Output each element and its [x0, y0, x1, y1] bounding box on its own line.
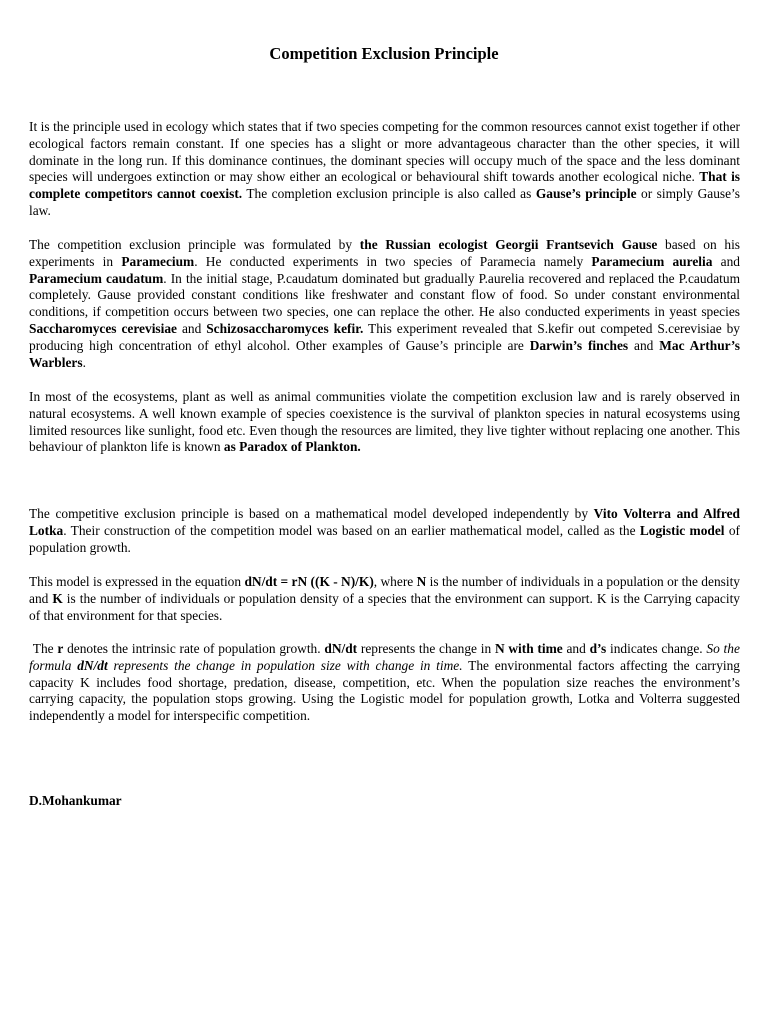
bold-text: Vito Volterra and Alfred Lotka — [29, 506, 740, 538]
paragraph-definition — [29, 119, 740, 220]
bold-text: the Russian ecologist Georgii Frantsevich Gause — [359, 237, 658, 252]
paragraph-equation — [29, 574, 740, 624]
bold-text: Paramecium — [121, 253, 195, 269]
bold-text: as Paradox of Plankton. — [223, 439, 361, 455]
text: and — [181, 320, 202, 336]
text: The completion exclusion principle is also called as — [246, 186, 532, 202]
page-title: Competition Exclusion Principle — [269, 44, 499, 63]
bold-text: dN/dt — [324, 641, 358, 656]
text: The — [32, 641, 54, 656]
bold-text: K — [52, 590, 63, 606]
bold-text: Paramecium aurelia — [591, 253, 713, 269]
text: This model is expressed in the equation — [29, 574, 242, 589]
paragraph-gause-experiments — [29, 237, 740, 371]
text: . — [82, 354, 86, 370]
bold-text: N — [416, 574, 427, 589]
bold-text: Darwin’s finches — [529, 337, 629, 353]
bold-text: Paramecium caudatum — [29, 270, 164, 286]
text: indicates change. — [609, 641, 703, 656]
paragraph-lotka-volterra — [29, 506, 740, 556]
paragraph-growth-rate — [29, 641, 740, 725]
text: and — [634, 337, 654, 353]
text: and — [720, 253, 740, 269]
text: is the number of individuals or population density of a species that the environment can support. K is the Carrying capacity of that environment for that species. — [29, 590, 740, 623]
text: , where — [373, 574, 414, 589]
bold-italic-text: dN/dt — [77, 657, 108, 673]
text: is the number of individuals in a population or the density and — [29, 574, 740, 606]
italic-text: So the formula — [29, 641, 740, 673]
bold-text: Gause’s principle — [535, 186, 637, 202]
text: This experiment revealed that S.kefir out competed S.cerevisiae by producing high concentration of ethyl alcohol. Other examples of Gause’s principle are — [29, 320, 740, 353]
paragraph-plankton — [29, 389, 740, 456]
text: In most of the ecosystems, plant as well as animal communities violate the competition exclusion law and is rarely observed in natural ecosystems. A well known example of species coexistence is the survival of plankton species in natural ecosystems using limited resources like sunlight, food etc. Even though the resources are limited, they live tighter without replacing one another. This behaviour of plankton life is known — [29, 389, 740, 455]
text: . He conducted experiments in two species of Paramecia namely — [194, 253, 584, 269]
bold-text: N with time — [494, 641, 563, 656]
bold-text: Logistic model — [639, 522, 725, 538]
text: The competition exclusion principle was formulated by — [29, 237, 353, 252]
text: based on his experiments in — [29, 237, 740, 269]
italic-text: represents the change in population size with change in time. — [113, 657, 463, 673]
text: . Their construction of the competition model was based on an earlier mathematical model, called as the — [63, 522, 636, 538]
author-name: D.Mohankumar — [29, 793, 122, 808]
text: . In the initial stage, P.caudatum dominated but gradually P.aurelia recovered and replaced the P.caudatum completely. Gause provided constant conditions like freshwater and constant flow of food. So under constant environmental conditions, if competition occurs between two species, one can replace the other. He also conducted experiments in yeast species — [29, 270, 740, 320]
bold-text: r — [57, 641, 64, 656]
equation: dN/dt = rN ((K - N)/K) — [244, 574, 374, 589]
text: It is the principle used in ecology which states that if two species competing for the common resources cannot exist together if other ecological factors remain constant. If one species has a slight or more advantageous character than the other species, it will dominate in the long run. If this dominance continues, the dominant species will occupy much of the space and the less dominant species will undergoes extinction or may show either an ecological or behavioural shift towards another ecological niche. — [29, 119, 740, 185]
bold-text: d’s — [589, 641, 607, 656]
text: The environmental factors affecting the carrying capacity K includes food shortage, predation, disease, competition, etc. When the population size reaches the environment’s carrying capacity, the population stops growing. Using the Logistic model for population growth, Lotka and Volterra suggested independently a model for interspecific competition. — [29, 657, 741, 724]
text: denotes the intrinsic rate of population growth. — [67, 641, 321, 656]
bold-text: Mac Arthur’s Warblers — [29, 337, 741, 370]
text: represents the change in — [360, 641, 492, 656]
text: of population growth. — [29, 522, 740, 555]
text: or simply Gause’s law. — [29, 186, 740, 218]
bold-text: Schizosaccharomyces kefir. — [206, 320, 364, 336]
text: and — [566, 641, 586, 656]
text: The competitive exclusion principle is based on a mathematical model developed independently by — [29, 506, 589, 521]
bold-text: Saccharomyces cerevisiae — [29, 320, 177, 336]
bold-text: That is complete competitors cannot coexist. — [29, 169, 740, 202]
